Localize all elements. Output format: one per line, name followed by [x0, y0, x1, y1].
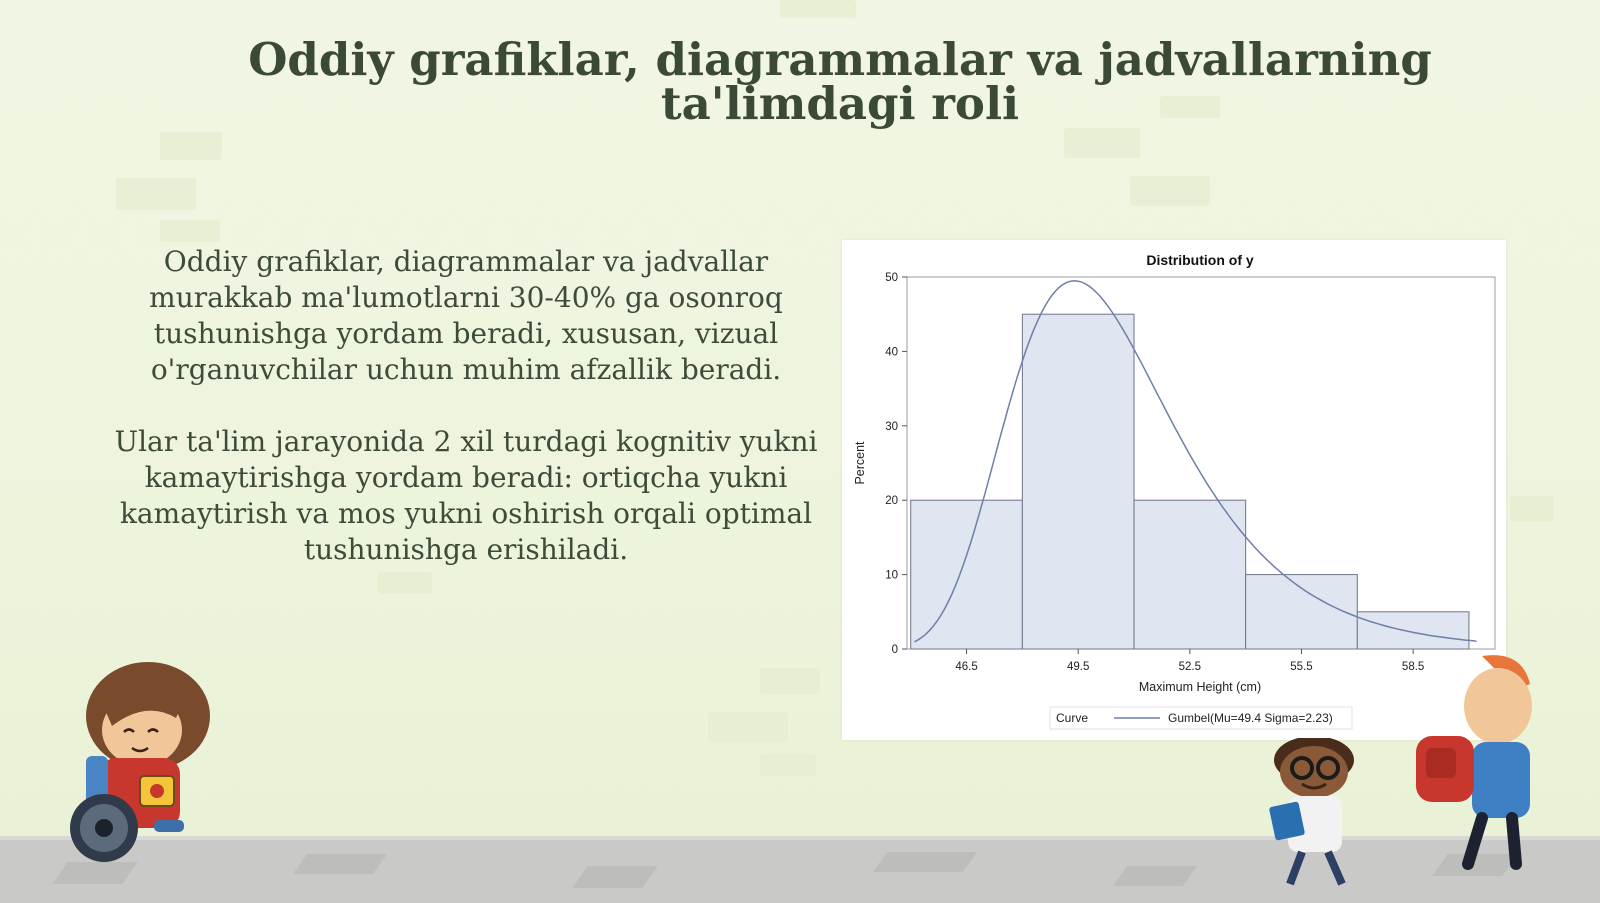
- x-tick-label: 55.5: [1290, 661, 1313, 673]
- histogram-bar: [1134, 500, 1246, 649]
- histogram-bar: [911, 500, 1023, 649]
- x-axis-label: Maximum Height (cm): [1138, 680, 1262, 694]
- x-tick-label: 49.5: [1066, 661, 1090, 673]
- paragraph-1: Oddiy grafiklar, diagrammalar va jadvallar murakkab ma'lumotlarni 30-40% ga osonroq tushunishga yordam beradi, xususan, vizual o'rganuvchilar uchun muhim afzallik beradi.: [149, 245, 783, 386]
- histogram-bar: [1357, 612, 1469, 649]
- paragraph-2: Ular ta'lim jarayonida 2 xil turdagi kognitiv yukni kamaytirishga yordam beradi: ortiqcha yukni kamaytirish va mos yukni oshirish orqali optimal tushunishga erishiladi.: [114, 425, 818, 566]
- chart-title: Distribution of y: [1146, 252, 1254, 268]
- x-tick-label: 58.5: [1401, 661, 1425, 673]
- slide-title: Oddiy grafiklar, diagrammalar va jadvallarning ta'limdagi roli: [248, 33, 1432, 130]
- slide-body: [104, 244, 828, 604]
- y-tick-label: 30: [885, 420, 898, 433]
- y-tick-label: 40: [885, 346, 898, 359]
- y-axis-ticks: [885, 272, 907, 656]
- x-tick-label: 52.5: [1178, 661, 1202, 673]
- histogram-bar: [1022, 314, 1134, 649]
- legend-title: Curve: [1056, 711, 1089, 725]
- y-tick-label: 20: [885, 495, 898, 508]
- histogram-chart-card: [842, 240, 1506, 740]
- y-tick-label: 50: [885, 272, 898, 284]
- y-tick-label: 10: [885, 569, 898, 582]
- boy-with-backpack-illustration: [1412, 650, 1552, 880]
- y-tick-label: 0: [891, 644, 898, 656]
- x-tick-label: 46.5: [955, 661, 978, 673]
- girl-wheelchair-illustration: [56, 660, 236, 880]
- histogram-chart: [842, 240, 1506, 740]
- legend: [1050, 707, 1352, 729]
- histogram-bar: [1246, 575, 1358, 649]
- boy-with-book-illustration: [1262, 738, 1382, 888]
- x-axis-ticks: [955, 649, 1424, 673]
- legend-series-name: Gumbel(Mu=49.4 Sigma=2.23): [1168, 711, 1333, 725]
- y-axis-label: Percent: [853, 441, 867, 485]
